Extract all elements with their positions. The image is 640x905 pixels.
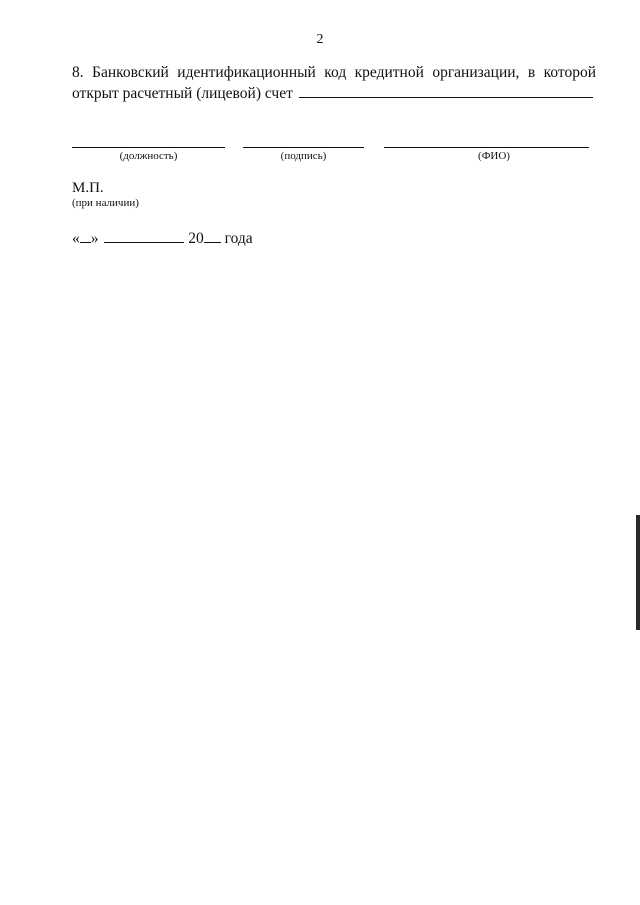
signature-blank-line[interactable] (243, 147, 364, 148)
year-blank[interactable] (204, 229, 221, 243)
year-prefix: 20 (188, 230, 204, 247)
bank-bic-item-text: 8. Банковский идентификационный код кредитной организации, в которой (72, 64, 596, 81)
bank-bic-item-row2 (72, 83, 596, 104)
account-label: открыт расчетный (лицевой) счет (72, 85, 293, 102)
day-open-quote: « (72, 230, 80, 247)
day-blank[interactable] (80, 229, 91, 243)
stamp-note: (при наличии) (72, 197, 139, 209)
scan-edge-mark (636, 515, 640, 630)
stamp-label: М.П. (72, 180, 104, 196)
position-blank-line[interactable] (72, 147, 225, 148)
page-number: 2 (316, 32, 324, 47)
bank-bic-blank-field[interactable] (299, 83, 593, 98)
full-name-blank-line[interactable] (384, 147, 589, 148)
full-name-caption: (ФИО) (478, 150, 510, 162)
position-caption: (должность) (119, 150, 178, 162)
day-close-quote: » (90, 230, 99, 247)
bank-bic-item (72, 63, 596, 104)
year-suffix: года (224, 230, 253, 247)
month-blank[interactable] (104, 229, 184, 243)
date-line (72, 229, 253, 248)
signature-caption: (подпись) (280, 150, 327, 162)
